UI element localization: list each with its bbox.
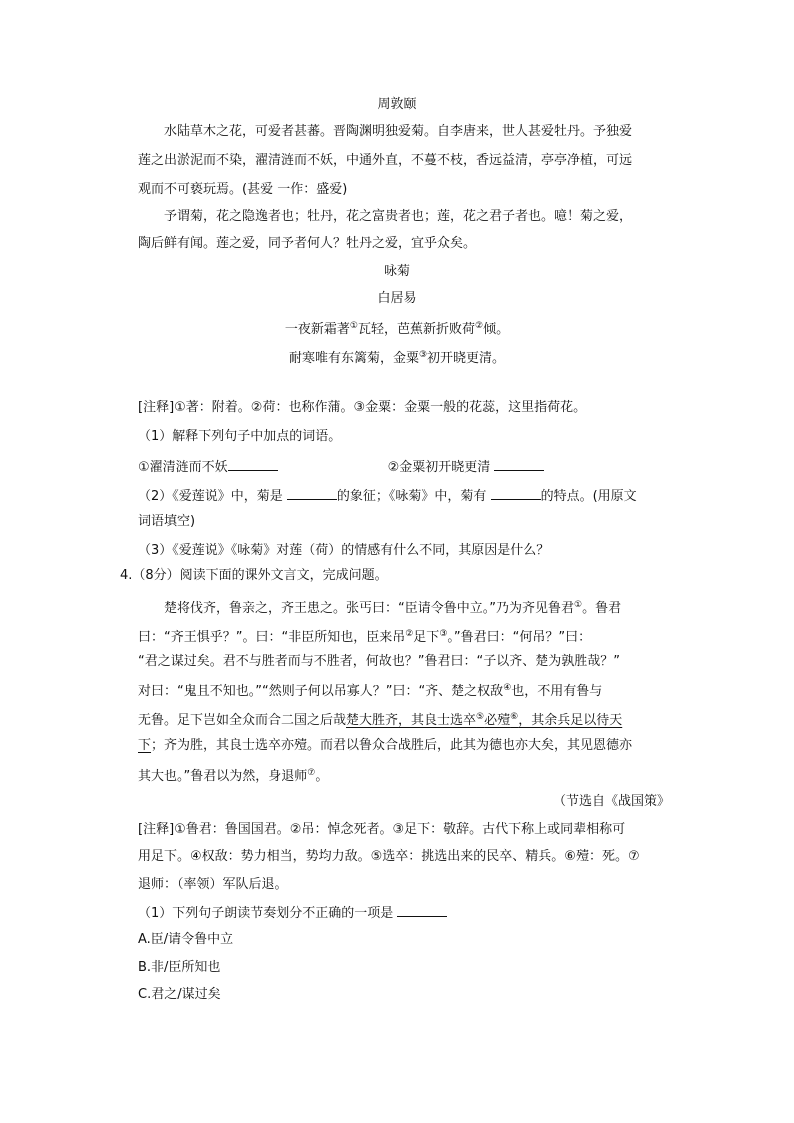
answer-blank[interactable] <box>228 458 278 471</box>
note-marker: ⑥ <box>510 712 519 722</box>
q4-text-line5: 无鲁。足下岂如全众而合二国之后哉楚大胜齐，其良士选卒⑤必殪⑥，其余兵足以待天 <box>138 712 623 728</box>
option-a[interactable]: A.臣/请令鲁中立 <box>138 932 234 947</box>
note-marker: ⑤ <box>476 712 485 722</box>
q3-sub1-items: ①濯清涟而不妖 ②金粟初开晓更清 <box>138 458 544 476</box>
poem-title: 咏菊 <box>383 264 410 279</box>
note-marker: ③ <box>439 629 448 639</box>
q4-text-line2: 曰：“齐王惧乎？”。曰：“非臣所知也，臣来吊②足下③。”鲁君曰：“何吊？”曰： <box>138 629 592 645</box>
note-marker: ② <box>405 629 414 639</box>
poem-line-1: 一夜新霜著①瓦轻，芭蕉新折败荷②倾。 <box>284 321 510 337</box>
q4-source: （节选自《战国策》 <box>552 794 670 809</box>
q4-notes-line1: [注释]①鲁君：鲁国国君。②吊：悼念死者。③足下：敬辞。古代下称上或同辈相称可 <box>138 822 626 837</box>
answer-blank[interactable] <box>287 487 337 500</box>
note-marker: ⑦ <box>307 768 316 778</box>
underlined-sentence-end: 下 <box>138 738 152 753</box>
q4-text-line1: 楚将伐齐，鲁亲之，齐王患之。张丐曰：“臣请令鲁中立。”乃为齐见鲁君①。鲁君 <box>164 600 622 616</box>
note-marker: ② <box>475 321 484 331</box>
note-marker: ① <box>349 321 358 331</box>
answer-blank[interactable] <box>397 904 447 917</box>
ailian-para1-line3: 观而不可亵玩焉。(甚爱 一作：盛爱) <box>138 182 348 197</box>
q3-sub1: （1）解释下列句子中加点的词语。 <box>138 429 342 444</box>
ailian-para1-line2: 莲之出淤泥而不染，濯清涟而不妖，中通外直，不蔓不枝，香远益清，亭亭净植，可远 <box>138 153 633 168</box>
answer-blank[interactable] <box>491 487 541 500</box>
q3-sub2-line1: （2）《爱莲说》中，菊是 的象征；《咏菊》中，菊有 的特点。(用原文 <box>138 489 637 504</box>
q4-text-line3: “君之谋过矣。君不与胜者而与不胜者，何故也？”鲁君曰：“子以齐、楚为孰胜哉？” <box>138 654 620 669</box>
q4-header: 4.（8分）阅读下面的课外文言文，完成问题。 <box>120 568 388 583</box>
q3-sub3: （3）《爱莲说》《咏菊》对莲（荷）的情感有什么不同，其原因是什么？ <box>138 543 550 558</box>
q4-text-line6: 下；齐为胜，其良士选卒亦殪。而君以鲁众合战胜后，此其为德也亦大矣，其见恩德亦 <box>138 738 633 753</box>
option-c[interactable]: C.君之/谋过矣 <box>138 987 221 1002</box>
author-zhou-dunyi: 周敦颐 <box>377 97 417 112</box>
poem-line-2: 耐寒唯有东篱菊，金粟③初开晓更清。 <box>288 350 506 366</box>
q4-notes-line3: 退师：（率领）军队后退。 <box>138 877 288 892</box>
q4-text-line4: 对曰：“鬼且不知也。”“然则子何以吊寡人？”曰：“齐、楚之权敌④也，不用有鲁与 <box>138 683 603 699</box>
poem-author: 白居易 <box>377 291 417 306</box>
q4-text-line7: 其大也。”鲁君以为然，身退师⑦。 <box>138 768 329 784</box>
note-marker: ③ <box>418 350 428 360</box>
note-marker: ① <box>573 600 583 610</box>
ailian-para1-line1: 水陆草木之花，可爱者甚蕃。晋陶渊明独爱菊。自李唐来，世人甚爱牡丹。予独爱 <box>164 124 633 139</box>
note-marker: ④ <box>503 683 512 693</box>
option-b[interactable]: B.非/臣所知也 <box>138 960 221 975</box>
notes-q3: [注释]①著：附着。②荷：也称作蒲。③金粟：金粟一般的花蕊，这里指荷花。 <box>138 400 587 415</box>
q4-notes-line2: 用足下。④权敌：势力相当，势均力敌。⑤选卒：挑选出来的民卒、精兵。⑥殪：死。⑦ <box>138 849 640 864</box>
ailian-para2-line2: 陶后鲜有闻。莲之爱，同予者何人？牡丹之爱，宜乎众矣。 <box>138 236 477 251</box>
answer-blank[interactable] <box>494 458 544 471</box>
underlined-sentence: 楚大胜齐，其良士选卒⑤必殪⑥，其余兵足以待天 <box>346 712 623 728</box>
q4-sub1: （1）下列句子朗读节奏划分不正确的一项是 <box>138 904 447 922</box>
ailian-para2-line1: 予谓菊，花之隐逸者也；牡丹，花之富贵者也；莲，花之君子者也。噫！菊之爱， <box>164 209 633 224</box>
q3-sub2-line2: 词语填空) <box>138 514 196 529</box>
